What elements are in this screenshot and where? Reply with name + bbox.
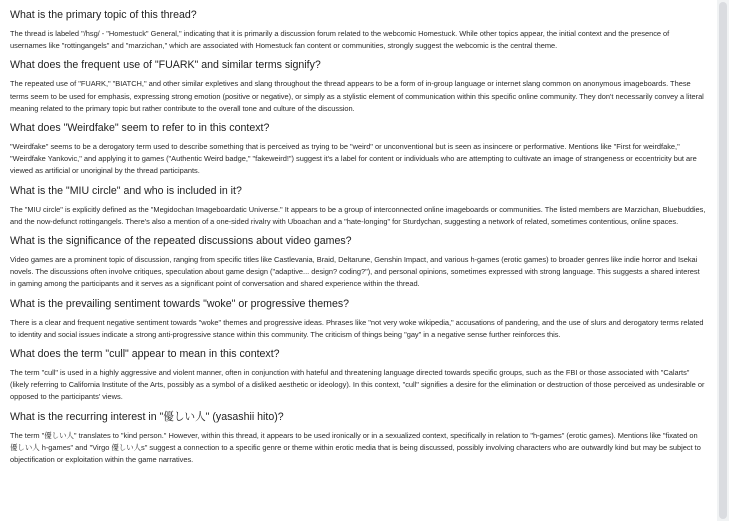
- faq-item-weirdfake: [10, 121, 706, 178]
- faq-answer: There is a clear and frequent negative sentiment towards "woke" themes and progressive ideas. Phrases like "not very woke wikipedia," accusations of pandering, and the use of slurs and derogatory terms related to identity and social issues indicate a strong anti-progressive stance within this community. The criticism of things being "gay" in a negative sense further reinforces this.: [10, 317, 704, 339]
- faq-answer: The repeated use of "FUARK," "BIATCH," and other similar expletives and slang throughout the thread appears to be a form of in-group language or internet slang common on anonymous imageboards. These terms seem to be used for emphasis, expressing strong emotion (positive or negative), or simply as a stylistic element of communication within this specific online community. They don't necessarily convey a literal meaning related to the primary topic but rather contribute to the overall tone and culture of the discussion.: [10, 79, 704, 113]
- faq-question: What is the significance of the repeated discussions about video games?: [10, 235, 352, 248]
- faq-question: What does the frequent use of "FUARK" and similar terms signify?: [10, 59, 321, 72]
- faq-item-fuark: [10, 58, 706, 115]
- faq-question: What does "Weirdfake" seem to refer to in this context?: [10, 122, 270, 135]
- faq-answer: The term "cull" is used in a highly aggressive and violent manner, often in conjunction with hateful and threatening language directed towards specific groups, such as the FBI or those associated with "Calarts" (likely referring to California Institute of the Arts, possibly as a symbol of a disliked aesthetic or ideology). In this context, "cull" signifies a desire for the elimination or destruction of those perceived as undesirable or opposed to the participants' views.: [10, 368, 705, 402]
- faq-item-yasashii-hito: [10, 410, 706, 467]
- faq-item-cull: [10, 347, 706, 404]
- faq-answer: Video games are a prominent topic of discussion, ranging from specific titles like Castlevania, Braid, Deltarune, Genshin Impact, and various h-games (erotic games) to broader genres like indie horror and Isekai novels. The discussions often involve critiques, speculation about game design ("adaptive... design? coding?"), and personal opinions, sometimes expressed with strong language. This suggests a shared interest in gaming among the participants and it serves as a significant point of conversation and shared experience within the thread.: [10, 255, 700, 289]
- faq-item-primary-topic: [10, 8, 706, 52]
- faq-item-miu-circle: [10, 184, 706, 228]
- faq-question: What is the recurring interest in "優しい人" (yasashii hito)?: [10, 410, 284, 423]
- faq-question: What is the "MIU circle" and who is included in it?: [10, 184, 242, 197]
- faq-item-woke-sentiment: [10, 297, 706, 341]
- vertical-scrollbar[interactable]: [717, 0, 729, 521]
- faq-answer: The "MIU circle" is explicitly defined as the "Megidochan Imageboardatic Universe." It appears to be a group of interconnected online imageboards or communities. The listed members are Marzichan, Bluebuddies, and the now-defunct rottingangels. There's also a mention of a one-sided rivalry with Uboachan and a "hate-longing" for Sturdychan, suggesting a network of related, sometimes contentious, online spaces.: [10, 204, 706, 226]
- faq-answer: "Weirdfake" seems to be a derogatory term used to describe something that is perceived as trying to be "weird" or unconventional but is seen as insincere or performative. Mentions like "First for weirdfake," "Weirdfake Yankovic," and applying it to games ("Authentic Weird badge," "fakeweird!") suggest it's a label for content or individuals who are attempting to cultivate an image of strangeness or eccentricity but are viewed as artificial or unoriginal by the thread participants.: [10, 142, 697, 176]
- faq-question: What does the term "cull" appear to mean in this context?: [10, 348, 280, 361]
- faq-answer: The thread is labeled "/hsg/ - "Homestuck" General," indicating that it is primarily a discussion forum related to the webcomic Homestuck. While other topics appear, the initial context and the presence of usernames like "rottingangels" and "marzichan," which are associated with Homestuck fan content or communities, strongly suggest the webcomic is the central theme.: [10, 29, 670, 51]
- scrollbar-thumb[interactable]: [719, 2, 727, 519]
- faq-item-video-games: [10, 234, 706, 291]
- faq-answer: The term "優しい人" translates to "kind person." However, within this thread, it appears to be used ironically or in a sexualized context, specifically in relation to "h-games" (erotic games). Mentions like "fixated on 優しい人 h-games" and "Virgo 優しい人s" suggest a connection to a specific genre or theme within erotic media that is being discussed, possibly involving characters who are outwardly kind but may be subject to objectification or exploitation within the game narratives.: [10, 430, 701, 465]
- faq-document: [10, 0, 706, 472]
- faq-question: What is the primary topic of this thread?: [10, 9, 197, 21]
- faq-question: What is the prevailing sentiment towards "woke" or progressive themes?: [10, 297, 350, 310]
